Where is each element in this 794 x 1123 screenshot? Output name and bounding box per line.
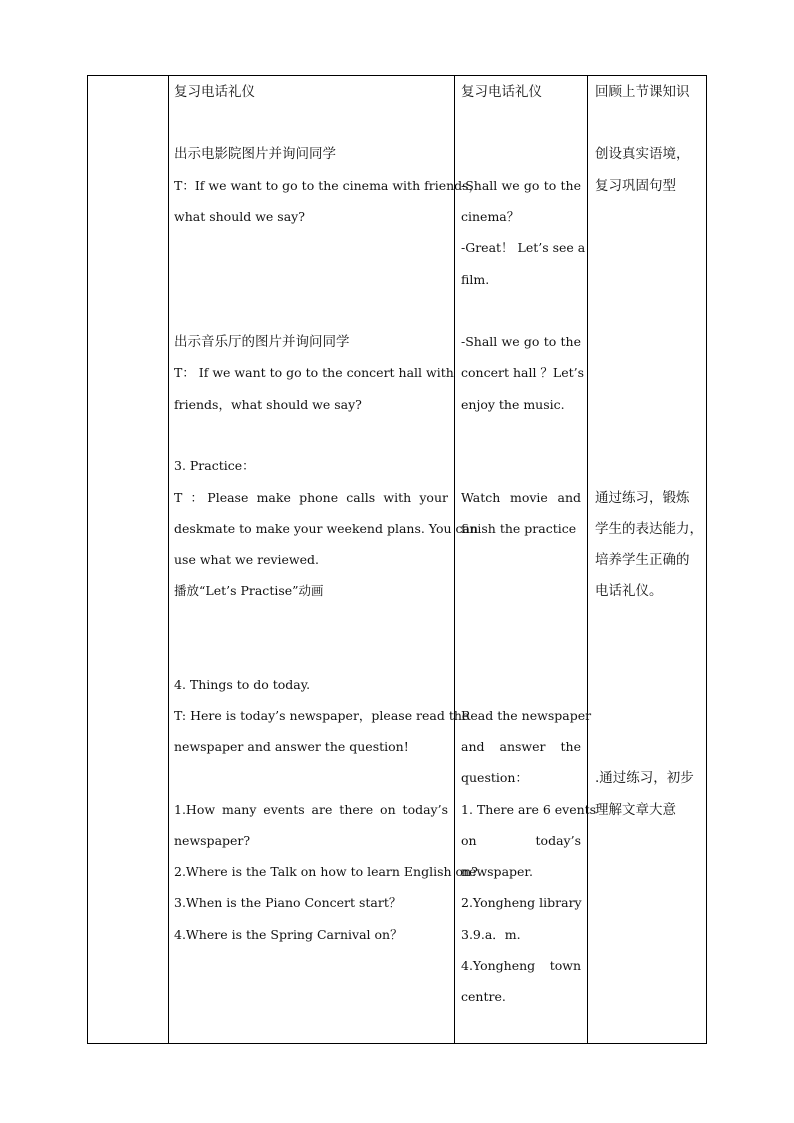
answer-4: 4.Yongheng town	[461, 958, 581, 973]
design-intent-column	[595, 76, 705, 1043]
cinema-answer: -Shall we go to the	[461, 178, 581, 193]
reading-activity: and answer the	[461, 739, 581, 754]
cinema-question-line: T：If we want to go to the cinema with friends，	[174, 178, 482, 193]
column-divider	[587, 76, 588, 1043]
question-1: newspaper?	[174, 833, 251, 848]
practice-activity: finish the practice	[461, 521, 577, 536]
design-intent: 电话礼仪。	[595, 583, 663, 599]
student-activity-column	[461, 76, 597, 1043]
column-divider	[168, 76, 169, 1043]
practice-instruction: T ：Please make phone calls with your	[174, 490, 448, 505]
concert-answer: -Shall we go to the	[461, 334, 581, 349]
design-intent: 理解文章大意	[595, 802, 676, 818]
answer-1: on today’s	[461, 833, 581, 848]
practice-animation-note: 播放“Let’s Practise”动画	[174, 583, 324, 598]
newspaper-instruction: newspaper and answer the question!	[174, 739, 409, 754]
cinema-question-line: what should we say?	[174, 209, 305, 224]
section-title: 复习电话礼仪	[461, 84, 542, 100]
design-intent: 创设真实语境，	[595, 146, 690, 162]
cinema-answer: cinema？	[461, 209, 520, 224]
cinema-answer: film.	[461, 272, 490, 287]
concert-question-line: friends，what should we say?	[174, 397, 362, 412]
concert-prompt: 出示音乐厅的图片并询问同学	[174, 334, 350, 350]
answer-1: 1. There are 6 events	[461, 802, 597, 817]
concert-question-line: T： If we want to go to the concert hall with	[174, 365, 454, 380]
section-title: 复习电话礼仪	[174, 84, 255, 100]
cinema-answer: -Great！ Let’s see a	[461, 240, 586, 255]
column-divider	[454, 76, 455, 1043]
question-1: 1.How many events are there on today’s	[174, 802, 448, 817]
design-intent: 复习巩固句型	[595, 178, 676, 194]
practice-activity: Watch movie and	[461, 490, 581, 505]
question-4: 4.Where is the Spring Carnival on？	[174, 927, 403, 942]
design-intent: 学生的表达能力，	[595, 521, 703, 537]
answer-1: newspaper.	[461, 864, 533, 879]
practice-instruction: use what we reviewed.	[174, 552, 320, 567]
newspaper-instruction: T: Here is today’s newspaper，please read the	[174, 708, 470, 723]
things-heading: 4. Things to do today.	[174, 677, 311, 692]
concert-answer: concert hall ？Let’s	[461, 365, 585, 380]
design-intent: 通过练习，锻炼	[595, 490, 690, 506]
practice-heading: 3. Practice：	[174, 458, 255, 473]
reading-activity: Read the newspaper	[461, 708, 592, 723]
answer-2: 2.Yongheng library	[461, 895, 582, 910]
design-intent: 培养学生正确的	[595, 552, 690, 568]
reading-activity: question：	[461, 770, 528, 785]
answer-3: 3.9.a．m.	[461, 927, 521, 942]
section-title: 回顾上节课知识	[595, 84, 690, 100]
practice-instruction: deskmate to make your weekend plans. You can	[174, 521, 479, 536]
concert-answer: enjoy the music.	[461, 397, 565, 412]
answer-4: centre.	[461, 989, 506, 1004]
design-intent: .通过练习，初步	[595, 770, 694, 786]
question-3: 3.When is the Piano Concert start？	[174, 895, 402, 910]
question-2: 2.Where is the Talk on how to learn English on?	[174, 864, 478, 879]
lesson-plan-table	[87, 75, 707, 1044]
cinema-prompt: 出示电影院图片并询问同学	[174, 146, 336, 162]
